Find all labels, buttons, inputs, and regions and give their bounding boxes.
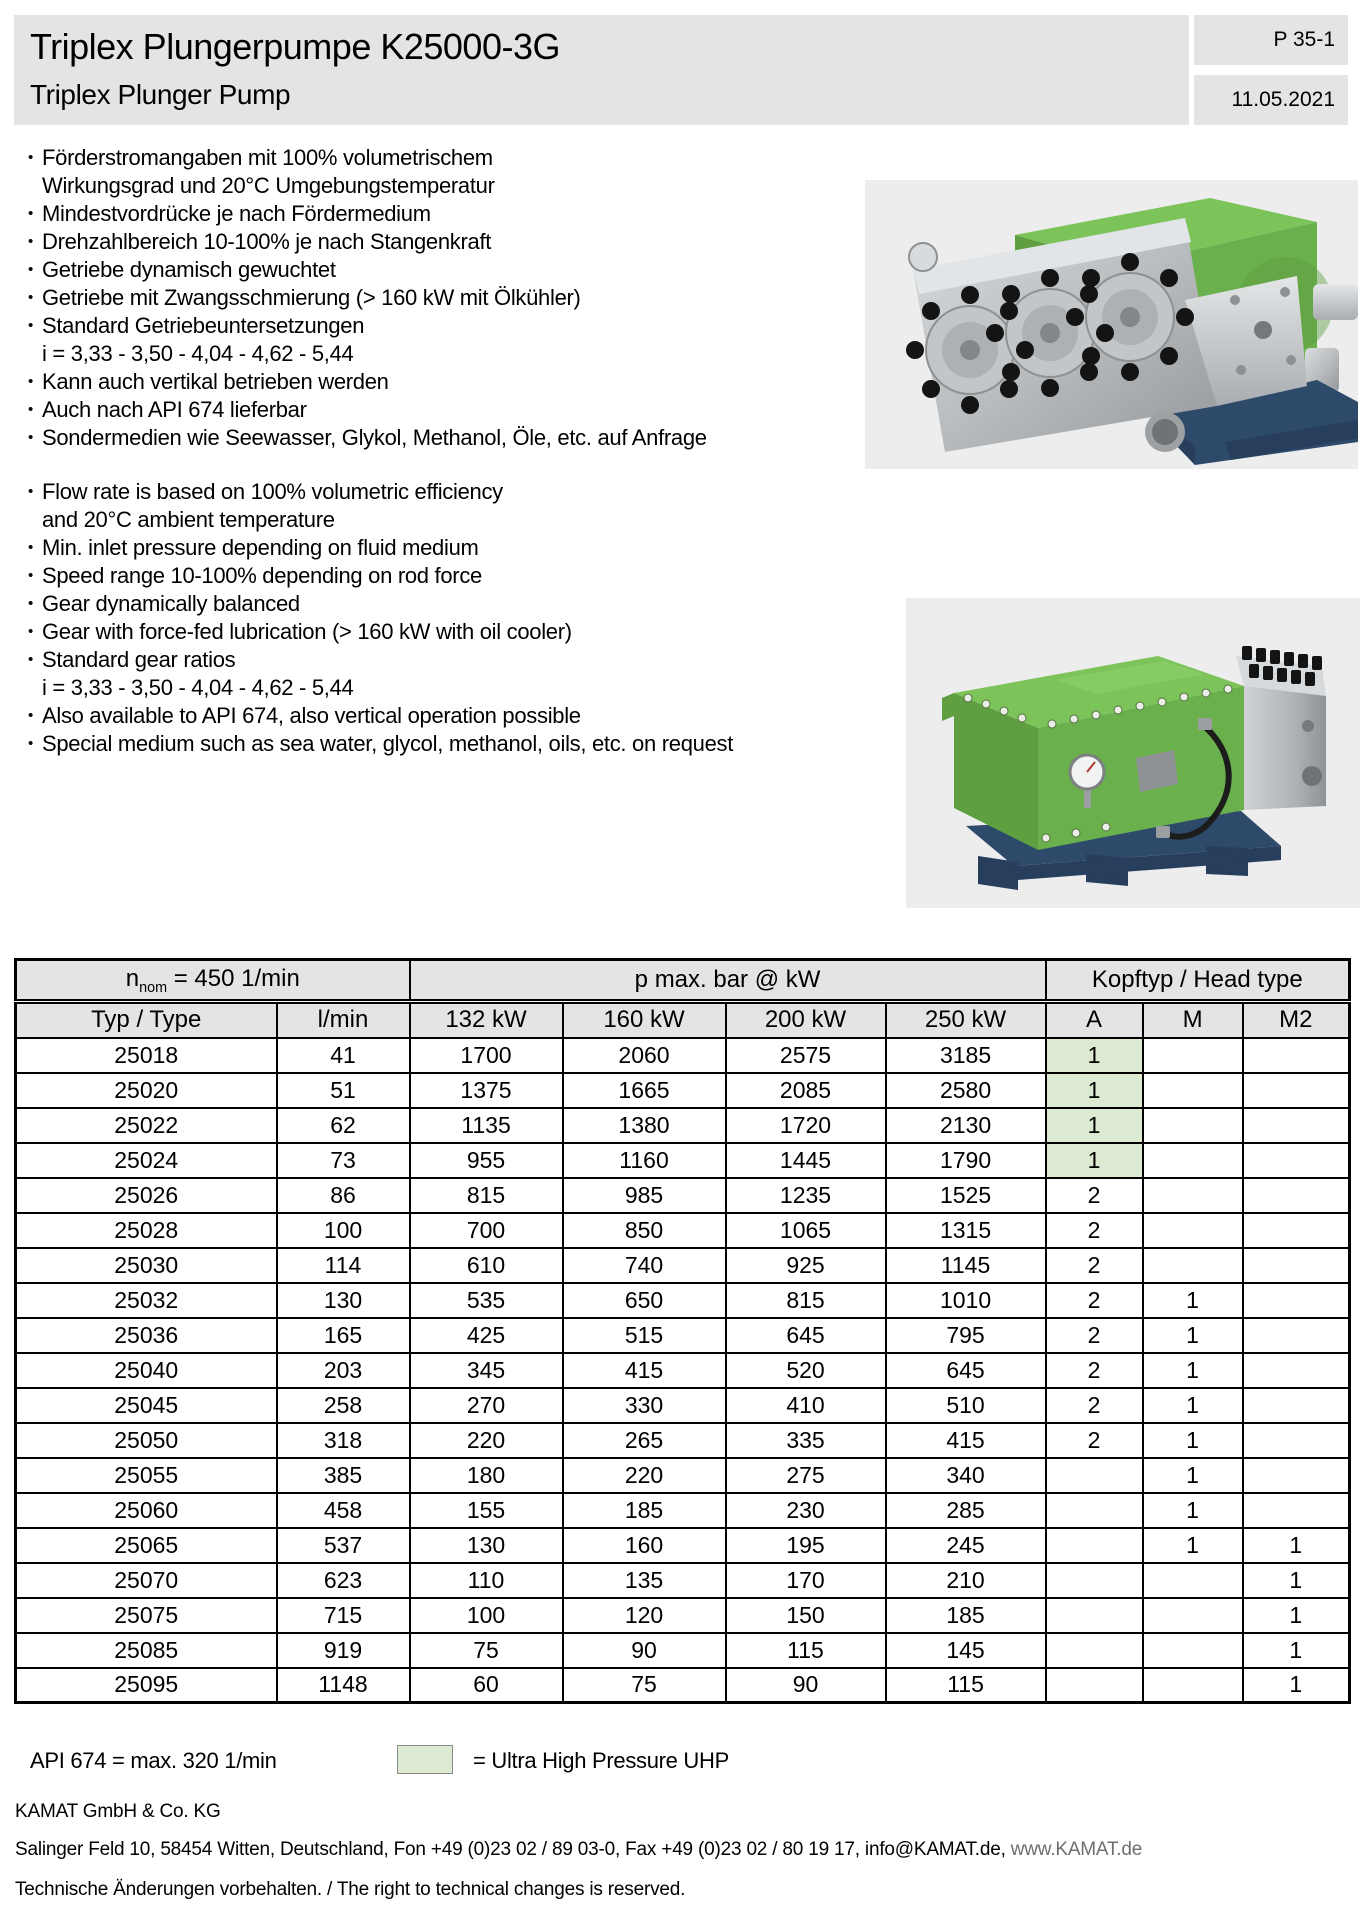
cell-m2 [1243,1143,1350,1178]
cell-m2 [1243,1248,1350,1283]
table-row [16,1668,1350,1703]
table-row [16,1073,1350,1108]
page-subtitle: Triplex Plunger Pump [30,79,291,110]
cell-typ-type: 25032 [16,1283,277,1318]
table-row [16,1598,1350,1633]
cell-200-kw: 170 [726,1563,886,1598]
cell-132-kw: 1135 [410,1108,563,1143]
cell-250-kw: 285 [886,1493,1046,1528]
cell-m [1143,1633,1243,1668]
head-type-header: Kopftyp / Head type [1046,960,1350,1002]
cell-typ-type: 25065 [16,1528,277,1563]
cell-200-kw: 1445 [726,1143,886,1178]
bullet-item: • Kann auch vertikal betrieben werden [28,368,788,396]
bullet-item: • Also available to API 674, also vertical operation possible [28,702,788,730]
cell-250-kw: 3185 [886,1038,1046,1073]
cell-m [1143,1213,1243,1248]
cell-m2 [1243,1178,1350,1213]
cell-160-kw: 985 [563,1178,726,1213]
cell-m2 [1243,1388,1350,1423]
cell-250-kw: 1145 [886,1248,1046,1283]
cell-m2 [1243,1458,1350,1493]
cell-m2: 1 [1243,1528,1350,1563]
col-lmin: l/min [277,1002,410,1038]
cell-a [1046,1493,1143,1528]
cell-250-kw: 1525 [886,1178,1046,1213]
cell-l-min: 62 [277,1108,410,1143]
legal-note: Technische Änderungen vorbehalten. / The right to technical changes is reserved. [15,1879,686,1900]
cell-typ-type: 25018 [16,1038,277,1073]
website-link[interactable]: www.KAMAT.de [1010,1839,1143,1860]
cell-typ-type: 25024 [16,1143,277,1178]
table-row [16,1528,1350,1563]
cell-m2: 1 [1243,1598,1350,1633]
cell-typ-type: 25045 [16,1388,277,1423]
bullet-item: • Getriebe mit Zwangsschmierung (> 160 kW mit Ölkühler) [28,284,788,312]
table-row [16,1108,1350,1143]
cell-160-kw: 265 [563,1423,726,1458]
table-row [16,1458,1350,1493]
bullet-item: • Förderstromangaben mit 100% volumetrischem Wirkungsgrad und 20°C Umgebungstemperatur [28,144,788,200]
table-row [16,1213,1350,1248]
cell-a: 2 [1046,1423,1143,1458]
bullet-list-german [28,144,788,452]
cell-160-kw: 650 [563,1283,726,1318]
table-row [16,1143,1350,1178]
group-header-row [16,960,1350,1002]
cell-m [1143,1073,1243,1108]
cell-m [1143,1143,1243,1178]
cell-200-kw: 1235 [726,1178,886,1213]
cell-132-kw: 815 [410,1178,563,1213]
cell-132-kw: 100 [410,1598,563,1633]
cell-200-kw: 520 [726,1353,886,1388]
table-row [16,1388,1350,1423]
cell-typ-type: 25060 [16,1493,277,1528]
cell-250-kw: 340 [886,1458,1046,1493]
fluid-end [1236,646,1326,810]
cell-132-kw: 155 [410,1493,563,1528]
cell-typ-type: 25026 [16,1178,277,1213]
cell-160-kw: 185 [563,1493,726,1528]
bullet-item: • Getriebe dynamisch gewuchtet [28,256,788,284]
header [14,15,1348,125]
table-row [16,1283,1350,1318]
cell-m2 [1243,1318,1350,1353]
cell-l-min: 165 [277,1318,410,1353]
cell-250-kw: 245 [886,1528,1046,1563]
cell-132-kw: 1375 [410,1073,563,1108]
cell-l-min: 458 [277,1493,410,1528]
pump-side-illustration [906,598,1360,908]
bullet-item: • Auch nach API 674 lieferbar [28,396,788,424]
cell-l-min: 73 [277,1143,410,1178]
cell-160-kw: 75 [563,1668,726,1703]
cell-typ-type: 25036 [16,1318,277,1353]
cell-m2 [1243,1493,1350,1528]
cell-250-kw: 795 [886,1318,1046,1353]
cell-l-min: 318 [277,1423,410,1458]
cell-200-kw: 335 [726,1423,886,1458]
col-typ-type: Typ / Type [16,1002,277,1038]
cell-132-kw: 75 [410,1633,563,1668]
cell-m2 [1243,1038,1350,1073]
cell-m: 1 [1143,1528,1243,1563]
bullet-item: • Special medium such as sea water, glycol, methanol, oils, etc. on request [28,730,788,758]
bullet-item: • Flow rate is based on 100% volumetric efficiency and 20°C ambient temperature [28,478,788,534]
cell-250-kw: 210 [886,1563,1046,1598]
cell-typ-type: 25040 [16,1353,277,1388]
bullet-item: • Speed range 10-100% depending on rod force [28,562,788,590]
cell-m [1143,1108,1243,1143]
header-meta [1194,15,1348,125]
cell-250-kw: 415 [886,1423,1046,1458]
table-row [16,1178,1350,1213]
cell-a: 2 [1046,1213,1143,1248]
cell-m2 [1243,1283,1350,1318]
cell-l-min: 623 [277,1563,410,1598]
cell-160-kw: 1665 [563,1073,726,1108]
cell-l-min: 86 [277,1178,410,1213]
cell-200-kw: 2085 [726,1073,886,1108]
cell-a: 2 [1046,1318,1143,1353]
cell-132-kw: 130 [410,1528,563,1563]
cell-l-min: 130 [277,1283,410,1318]
cell-a: 2 [1046,1178,1143,1213]
cell-250-kw: 510 [886,1388,1046,1423]
cell-m [1143,1178,1243,1213]
cell-250-kw: 645 [886,1353,1046,1388]
cell-a: 1 [1046,1038,1143,1073]
cell-a: 2 [1046,1248,1143,1283]
cell-a: 1 [1046,1073,1143,1108]
cell-typ-type: 25070 [16,1563,277,1598]
cell-l-min: 385 [277,1458,410,1493]
bullet-item: • Min. inlet pressure depending on fluid medium [28,534,788,562]
cell-l-min: 203 [277,1353,410,1388]
cell-m: 1 [1143,1458,1243,1493]
cell-250-kw: 145 [886,1633,1046,1668]
table-row [16,1633,1350,1668]
cell-250-kw: 2580 [886,1073,1046,1108]
bullet-item: • Drehzahlbereich 10-100% je nach Stangenkraft [28,228,788,256]
table-row [16,1248,1350,1283]
cell-m: 1 [1143,1283,1243,1318]
doc-number: P 35-1 [1194,15,1348,65]
cell-a: 2 [1046,1353,1143,1388]
cell-200-kw: 2575 [726,1038,886,1073]
cell-160-kw: 740 [563,1248,726,1283]
cell-a [1046,1563,1143,1598]
cell-l-min: 715 [277,1598,410,1633]
cell-160-kw: 415 [563,1353,726,1388]
cell-250-kw: 1010 [886,1283,1046,1318]
cell-200-kw: 645 [726,1318,886,1353]
api-note: API 674 = max. 320 1/min [30,1748,277,1773]
cell-160-kw: 120 [563,1598,726,1633]
cell-typ-type: 25020 [16,1073,277,1108]
cell-132-kw: 700 [410,1213,563,1248]
table-row [16,1038,1350,1073]
table-row [16,1353,1350,1388]
cell-l-min: 114 [277,1248,410,1283]
table-row [16,1423,1350,1458]
nnom-header: $n_{nom} = 450$ 1/min [16,960,410,1002]
cell-typ-type: 25050 [16,1423,277,1458]
cell-132-kw: 535 [410,1283,563,1318]
header-title-box [14,15,1189,125]
col-200kw: 200 kW [726,1002,886,1038]
pmax-header: p max. bar @ kW [410,960,1046,1002]
cell-m2: 1 [1243,1563,1350,1598]
cell-m2 [1243,1353,1350,1388]
cell-250-kw: 1315 [886,1213,1046,1248]
cell-a: 2 [1046,1388,1143,1423]
cell-m: 1 [1143,1353,1243,1388]
cell-160-kw: 90 [563,1633,726,1668]
cell-m [1143,1038,1243,1073]
cell-200-kw: 150 [726,1598,886,1633]
cell-250-kw: 185 [886,1598,1046,1633]
col-132kw: 132 kW [410,1002,563,1038]
cell-132-kw: 220 [410,1423,563,1458]
cell-m: 1 [1143,1423,1243,1458]
cell-typ-type: 25085 [16,1633,277,1668]
bullet-item: • Gear with force-fed lubrication (> 160 kW with oil cooler) [28,618,788,646]
table-row [16,1318,1350,1353]
bullet-item: • Mindestvordrücke je nach Fördermedium [28,200,788,228]
cell-132-kw: 610 [410,1248,563,1283]
cell-typ-type: 25055 [16,1458,277,1493]
page-title: Triplex Plungerpumpe K25000-3G [30,26,560,67]
cell-160-kw: 220 [563,1458,726,1493]
cell-l-min: 258 [277,1388,410,1423]
company-address: Salinger Feld 10, 58454 Witten, Deutschland, Fon +49 (0)23 02 / 89 03-0, Fax +49 (0)23 02 / 80 19 17, info@KAMAT.de, www.KAMAT.de [15,1839,1143,1860]
col-m2: M2 [1243,1002,1350,1038]
cell-200-kw: 275 [726,1458,886,1493]
cell-m: 1 [1143,1318,1243,1353]
cell-a [1046,1458,1143,1493]
cell-160-kw: 160 [563,1528,726,1563]
pump-front-illustration [865,180,1358,469]
col-250kw: 250 kW [886,1002,1046,1038]
col-a: A [1046,1002,1143,1038]
uhp-label: = Ultra High Pressure UHP [473,1748,729,1773]
cell-a [1046,1528,1143,1563]
cell-a: 1 [1046,1143,1143,1178]
cell-132-kw: 180 [410,1458,563,1493]
cell-m [1143,1668,1243,1703]
cell-m2 [1243,1213,1350,1248]
cell-a: 1 [1046,1108,1143,1143]
cell-200-kw: 115 [726,1633,886,1668]
cell-l-min: 100 [277,1213,410,1248]
cell-a: 2 [1046,1283,1143,1318]
cell-200-kw: 90 [726,1668,886,1703]
cell-160-kw: 330 [563,1388,726,1423]
table-row [16,1493,1350,1528]
cell-l-min: 919 [277,1633,410,1668]
cell-typ-type: 25022 [16,1108,277,1143]
cell-m: 1 [1143,1388,1243,1423]
cell-250-kw: 1790 [886,1143,1046,1178]
cell-typ-type: 25030 [16,1248,277,1283]
bullet-item: • Sondermedien wie Seewasser, Glykol, Methanol, Öle, etc. auf Anfrage [28,424,788,452]
cell-160-kw: 515 [563,1318,726,1353]
cell-200-kw: 410 [726,1388,886,1423]
bullet-list-english [28,478,788,758]
cell-a [1046,1598,1143,1633]
cell-typ-type: 25075 [16,1598,277,1633]
cell-a [1046,1668,1143,1703]
cell-132-kw: 270 [410,1388,563,1423]
cell-m2 [1243,1423,1350,1458]
cell-l-min: 51 [277,1073,410,1108]
cell-160-kw: 2060 [563,1038,726,1073]
cell-m2: 1 [1243,1633,1350,1668]
bullet-item: • Standard Getriebeuntersetzungen i = 3,33 - 3,50 - 4,04 - 4,62 - 5,44 [28,312,788,368]
cell-m2 [1243,1073,1350,1108]
cell-m: 1 [1143,1493,1243,1528]
col-m: M [1143,1002,1243,1038]
company-name: KAMAT GmbH & Co. KG [15,1801,221,1822]
cell-200-kw: 815 [726,1283,886,1318]
cell-m [1143,1248,1243,1283]
cell-160-kw: 850 [563,1213,726,1248]
cell-typ-type: 25028 [16,1213,277,1248]
cell-m [1143,1598,1243,1633]
cell-200-kw: 1720 [726,1108,886,1143]
cell-m2: 1 [1243,1668,1350,1703]
cell-typ-type: 25095 [16,1668,277,1703]
cell-250-kw: 115 [886,1668,1046,1703]
cell-160-kw: 1160 [563,1143,726,1178]
cell-m2 [1243,1108,1350,1143]
bullet-item: • Gear dynamically balanced [28,590,788,618]
cell-200-kw: 230 [726,1493,886,1528]
cell-160-kw: 1380 [563,1108,726,1143]
cell-200-kw: 1065 [726,1213,886,1248]
column-header-row [16,1002,1350,1038]
uhp-color-swatch [397,1745,453,1774]
cell-132-kw: 1700 [410,1038,563,1073]
cell-l-min: 1148 [277,1668,410,1703]
bullet-item: • Standard gear ratios i = 3,33 - 3,50 - 4,04 - 4,62 - 5,44 [28,646,788,702]
pump-photo-side [906,598,1360,908]
cell-132-kw: 110 [410,1563,563,1598]
cell-l-min: 41 [277,1038,410,1073]
cell-132-kw: 425 [410,1318,563,1353]
cell-200-kw: 195 [726,1528,886,1563]
cell-250-kw: 2130 [886,1108,1046,1143]
cell-132-kw: 60 [410,1668,563,1703]
table-row [16,1563,1350,1598]
cell-a [1046,1633,1143,1668]
cell-l-min: 537 [277,1528,410,1563]
cell-200-kw: 925 [726,1248,886,1283]
cell-132-kw: 955 [410,1143,563,1178]
pump-photo-front [865,180,1358,469]
pump-data-table [14,958,1351,1704]
cell-160-kw: 135 [563,1563,726,1598]
doc-date: 11.05.2021 [1194,75,1348,125]
cell-132-kw: 345 [410,1353,563,1388]
cell-m [1143,1563,1243,1598]
col-160kw: 160 kW [563,1002,726,1038]
